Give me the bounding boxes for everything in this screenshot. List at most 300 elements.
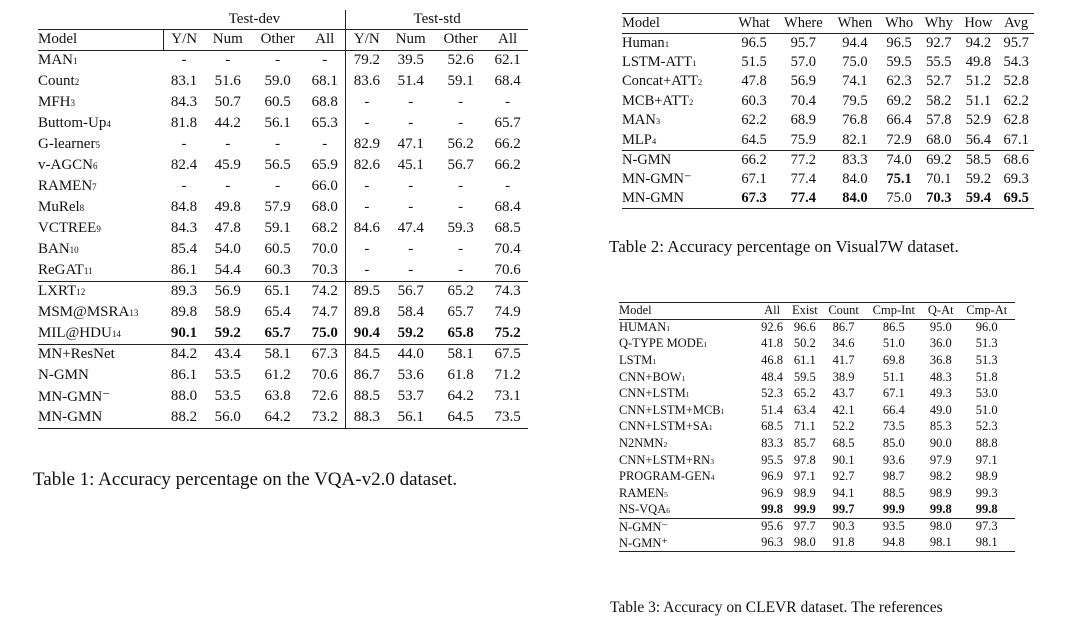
value-cell: 59.2 [397, 324, 424, 341]
model-name: BAN [38, 241, 70, 257]
value-cell: 62.1 [494, 52, 521, 69]
column-header: Exist [787, 303, 822, 320]
model-name: N-GMN [622, 151, 672, 168]
value-cell: 71.1 [793, 419, 816, 434]
value-cell: 70.4 [790, 92, 817, 109]
model-name-cell [622, 72, 732, 92]
value-cell: 59.0 [264, 73, 291, 89]
table-row [38, 365, 528, 386]
value-cell: 70.3 [919, 189, 959, 209]
reference-superscript: 10 [69, 245, 79, 255]
value-cell: 64.5 [434, 407, 487, 428]
value-cell: 75.1 [886, 170, 912, 187]
reference-superscript: 2 [663, 440, 668, 450]
value-cell: 48.4 [761, 369, 783, 384]
column-header: Why [919, 14, 959, 34]
value-cell: 73.5 [882, 419, 905, 434]
model-name-cell [38, 176, 164, 197]
value-cell: 58.4 [397, 304, 424, 320]
value-cell: 74.1 [842, 73, 868, 90]
table-row [622, 72, 1034, 92]
value-cell: - [408, 241, 414, 257]
value-cell: 59.4 [959, 189, 999, 209]
model-name: MCB+ATT [622, 92, 689, 109]
value-cell: 75.0 [842, 53, 868, 70]
table-row [38, 323, 528, 344]
value-cell: 76.8 [842, 112, 868, 129]
table-row [38, 176, 528, 197]
value-cell: 68.2 [304, 218, 346, 239]
value-cell: 39.5 [397, 52, 424, 69]
value-cell: 88.5 [882, 485, 905, 500]
table-row [619, 319, 1015, 336]
value-cell: - [275, 52, 281, 69]
column-header: All [304, 29, 346, 50]
table-2-caption: Table 2: Accuracy percentage on Visual7W dataset. [609, 237, 959, 256]
model-name-cell [38, 386, 164, 407]
value-cell: - [225, 178, 231, 194]
value-cell: 47.8 [741, 73, 767, 90]
value-cell: 74.0 [879, 150, 919, 170]
value-cell: 64.2 [251, 407, 304, 428]
value-cell: 56.7 [447, 157, 474, 173]
value-cell: 62.8 [1003, 112, 1029, 129]
value-cell: 75.9 [790, 131, 817, 148]
column-header: Y/N [346, 29, 388, 50]
table-row [38, 386, 528, 407]
value-cell: 82.9 [353, 136, 380, 152]
value-cell: 75.2 [494, 324, 521, 341]
value-cell: 88.5 [353, 388, 380, 404]
value-cell: 52.2 [832, 419, 855, 434]
model-name-cell [619, 369, 757, 386]
table-row [38, 92, 528, 113]
value-cell: 68.9 [790, 112, 817, 129]
value-cell: 57.0 [790, 53, 817, 70]
model-name-cell [38, 92, 164, 113]
reference-superscript: 6 [93, 161, 98, 171]
value-cell: 52.3 [761, 386, 783, 401]
value-cell: 84.3 [170, 220, 198, 236]
reference-superscript: 5 [664, 489, 668, 499]
value-cell: - [408, 199, 414, 215]
value-cell: 66.4 [886, 112, 912, 129]
value-cell: 62.3 [886, 73, 912, 90]
table-row [619, 402, 1015, 419]
value-cell: 84.0 [842, 170, 868, 187]
value-cell: 54.4 [214, 261, 241, 278]
value-cell: 54.3 [1003, 53, 1029, 70]
reference-superscript: 12 [76, 287, 86, 298]
value-cell: 99.9 [793, 502, 816, 517]
value-cell: 52.3 [975, 419, 998, 434]
value-cell: 62.2 [741, 112, 767, 129]
value-cell: 96.9 [761, 485, 783, 500]
value-cell: - [275, 178, 281, 194]
value-cell: 73.1 [494, 388, 521, 404]
model-name: CNN+LSTM+MCB [619, 402, 721, 417]
value-cell: 56.9 [204, 281, 251, 302]
value-cell: 45.1 [397, 157, 424, 173]
value-cell: 67.5 [487, 344, 528, 365]
value-cell: - [408, 261, 414, 278]
value-cell: 54.0 [214, 241, 241, 257]
value-cell: 84.3 [170, 94, 198, 110]
value-cell: 49.8 [214, 199, 241, 215]
model-name: MN-GMN⁻ [622, 170, 692, 187]
value-cell: - [458, 94, 464, 110]
value-cell: 65.7 [494, 115, 521, 131]
value-cell: 74.7 [304, 302, 346, 323]
value-cell: 70.6 [494, 261, 521, 278]
table-row [38, 239, 528, 260]
value-cell: 85.7 [793, 436, 816, 451]
table-row [38, 134, 528, 155]
value-cell: 89.8 [170, 304, 198, 320]
value-cell: 82.6 [353, 157, 380, 173]
table-row [619, 502, 1015, 519]
value-cell: 58.5 [959, 150, 999, 170]
table-row [619, 485, 1015, 502]
model-name-cell [622, 53, 732, 73]
value-cell: 94.8 [865, 535, 923, 552]
value-cell: 85.4 [170, 241, 198, 257]
model-name-cell [619, 336, 757, 353]
value-cell: 89.3 [164, 281, 205, 302]
value-cell: 97.9 [929, 452, 952, 467]
model-name: MAN [622, 112, 656, 129]
model-name: RAMEN [619, 485, 665, 500]
value-cell: 96.6 [793, 320, 816, 335]
table-row [622, 189, 1034, 209]
reference-superscript: 8 [79, 203, 85, 213]
table-row [619, 518, 1015, 535]
value-cell: 70.1 [926, 170, 952, 187]
value-cell: 61.1 [793, 353, 816, 368]
value-cell: - [505, 178, 511, 194]
table-row [619, 385, 1015, 402]
value-cell: 86.1 [170, 261, 198, 278]
table-row [38, 155, 528, 176]
table-row [38, 281, 528, 302]
value-cell: 68.0 [304, 197, 346, 218]
model-name: Concat+ATT [622, 73, 698, 90]
value-cell: 51.3 [975, 353, 998, 368]
value-cell: 92.7 [926, 34, 952, 51]
value-cell: 58.1 [434, 344, 487, 365]
reference-superscript: 1 [664, 38, 670, 49]
value-cell: 36.0 [929, 336, 952, 351]
value-cell: 51.5 [741, 53, 767, 70]
value-cell: 83.1 [170, 73, 198, 89]
value-cell: 47.8 [214, 220, 241, 236]
value-cell: 52.8 [1003, 73, 1029, 90]
value-cell: - [364, 115, 370, 131]
value-cell: 59.2 [965, 170, 992, 187]
value-cell: 64.5 [741, 131, 767, 148]
value-cell: 58.2 [926, 92, 952, 109]
value-cell: 51.2 [965, 73, 992, 90]
model-name: LXRT [38, 283, 77, 300]
model-name: PROGRAM-GEN [619, 469, 711, 484]
reference-superscript: 9 [96, 224, 101, 234]
value-cell: 88.2 [164, 407, 205, 428]
value-cell: 51.1 [882, 369, 905, 384]
value-cell: 90.1 [832, 452, 855, 467]
model-name: MuRel [38, 199, 80, 215]
table-row [38, 71, 528, 92]
value-cell: - [181, 136, 187, 152]
column-header: Where [776, 14, 830, 34]
value-cell: 51.8 [975, 369, 998, 384]
reference-superscript: 2 [689, 96, 694, 107]
model-name: Count [38, 73, 75, 89]
value-cell: 65.4 [264, 304, 291, 320]
column-header: Y/N [164, 29, 205, 50]
value-cell: 90.3 [823, 518, 865, 535]
value-cell: 68.4 [494, 73, 521, 89]
value-cell: 68.1 [304, 71, 346, 92]
value-cell: 52.6 [447, 52, 474, 69]
value-cell: 53.5 [214, 388, 241, 404]
value-cell: 82.1 [842, 131, 868, 148]
value-cell: 65.7 [264, 324, 291, 341]
reference-superscript: 3 [710, 456, 714, 466]
model-name-cell [38, 50, 164, 71]
value-cell: 60.3 [741, 92, 767, 109]
value-cell: - [408, 115, 414, 131]
value-cell: 88.3 [346, 407, 388, 428]
value-cell: 83.3 [831, 150, 880, 170]
value-cell: - [458, 199, 464, 215]
reference-superscript: 4 [651, 135, 657, 146]
value-cell: 98.1 [923, 535, 958, 552]
value-cell: 95.6 [757, 518, 787, 535]
reference-superscript: 4 [710, 473, 715, 483]
value-cell: 59.1 [264, 220, 291, 236]
value-cell: 57.8 [926, 112, 952, 129]
table-row [622, 131, 1034, 151]
table-row [38, 113, 528, 134]
value-cell: 59.2 [214, 324, 241, 341]
value-cell: 97.1 [793, 469, 816, 484]
value-cell: 67.1 [882, 386, 905, 401]
value-cell: 56.1 [264, 115, 291, 131]
value-cell: 67.1 [1003, 131, 1029, 148]
table-row [622, 92, 1034, 112]
table-row [622, 53, 1034, 73]
value-cell: 68.6 [998, 150, 1034, 170]
reference-superscript: 2 [697, 77, 703, 88]
value-cell: 82.4 [170, 157, 198, 173]
model-name-cell [619, 518, 757, 535]
value-cell: 61.2 [264, 367, 291, 383]
column-header: What [732, 14, 776, 34]
table-row [619, 535, 1015, 552]
reference-superscript: 1 [703, 340, 708, 350]
reference-superscript: 1 [720, 406, 725, 416]
model-name-cell [38, 260, 164, 281]
value-cell: 67.3 [304, 344, 346, 365]
reference-superscript: 4 [106, 119, 111, 129]
value-cell: 98.9 [793, 485, 816, 500]
column-header: Other [251, 29, 304, 50]
value-cell: 74.2 [304, 281, 346, 302]
value-cell: 52.7 [926, 73, 952, 90]
value-cell: 41.7 [832, 353, 855, 368]
model-name: MSM@MSRA [38, 304, 130, 320]
value-cell: 66.4 [882, 402, 905, 417]
value-cell: 75.0 [879, 189, 919, 209]
value-cell: 92.7 [832, 469, 855, 484]
value-cell: 44.0 [387, 344, 434, 365]
value-cell: 58.1 [251, 344, 304, 365]
value-cell: 63.4 [793, 402, 816, 417]
model-name-cell [38, 407, 164, 428]
value-cell: 95.5 [761, 452, 783, 467]
value-cell: 90.1 [170, 324, 198, 341]
model-name: NS-VQA [619, 502, 667, 517]
model-name-cell [619, 435, 757, 452]
value-cell: 67.1 [741, 170, 767, 187]
value-cell: 84.0 [831, 189, 880, 209]
value-cell: - [304, 134, 346, 155]
value-cell: 89.5 [346, 281, 388, 302]
table-row [38, 344, 528, 365]
value-cell: 94.2 [965, 34, 992, 51]
table-1-caption: Table 1: Accuracy percentage on the VQA-v2.0 dataset. [33, 469, 458, 490]
model-name-cell [38, 239, 164, 260]
value-cell: 62.2 [1003, 92, 1029, 109]
value-cell: - [408, 94, 414, 110]
value-cell: 77.2 [776, 150, 830, 170]
reference-superscript: 3 [655, 116, 661, 127]
column-header: When [831, 14, 880, 34]
value-cell: 69.8 [882, 353, 905, 368]
value-cell: 96.9 [761, 469, 783, 484]
reference-superscript: 1 [708, 423, 713, 433]
value-cell: 63.8 [264, 388, 291, 404]
model-name-cell [619, 319, 757, 336]
table-row [38, 302, 528, 323]
value-cell: 98.0 [787, 535, 822, 552]
value-cell: 75.0 [304, 323, 346, 344]
model-name-cell [38, 365, 164, 386]
model-name-cell [619, 535, 757, 552]
reference-superscript: 5 [95, 140, 100, 150]
value-cell: 96.5 [886, 34, 912, 51]
table-row [622, 150, 1034, 170]
value-cell: - [458, 178, 464, 194]
value-cell: 66.0 [304, 176, 346, 197]
group-header: Test-std [413, 10, 461, 27]
column-header: Num [387, 29, 434, 50]
column-header-row [622, 14, 1034, 34]
value-cell: 98.9 [929, 485, 952, 500]
column-header: All [487, 29, 528, 50]
model-name: CNN+LSTM [619, 386, 686, 401]
reference-superscript: 1 [73, 56, 78, 67]
value-cell: 65.2 [434, 281, 487, 302]
column-header: Model [622, 14, 732, 34]
value-cell: 66.2 [732, 150, 776, 170]
model-name: N-GMN⁻ [619, 519, 668, 534]
value-cell: 86.1 [170, 367, 198, 383]
model-name: CNN+BOW [619, 369, 682, 384]
value-cell: 51.0 [975, 402, 998, 417]
value-cell: 49.0 [929, 402, 952, 417]
value-cell: 51.1 [965, 92, 992, 109]
value-cell: 68.0 [926, 131, 952, 148]
model-name: Buttom-Up [38, 115, 107, 131]
value-cell: 68.8 [304, 92, 346, 113]
table-3-caption: Table 3: Accuracy on CLEVR dataset. The references [610, 599, 943, 616]
value-cell: 84.5 [346, 344, 388, 365]
model-name-cell [622, 33, 732, 53]
value-cell: 51.6 [214, 73, 241, 89]
model-name-cell [38, 113, 164, 134]
model-name-cell [622, 150, 732, 170]
model-name: MIL@HDU [38, 324, 112, 341]
model-name: RAMEN [38, 178, 93, 194]
value-cell: 41.8 [761, 336, 783, 351]
reference-superscript: 1 [692, 57, 697, 68]
value-cell: 51.4 [397, 73, 424, 89]
value-cell: 96.0 [975, 320, 998, 335]
table-row [619, 369, 1015, 386]
value-cell: - [364, 241, 370, 257]
value-cell: 59.1 [447, 73, 474, 89]
column-header: Q-At [923, 303, 958, 320]
value-cell: 95.0 [929, 320, 952, 335]
value-cell: - [225, 136, 231, 152]
model-name: N2NMN [619, 436, 664, 451]
value-cell: 47.4 [397, 220, 424, 236]
model-name-cell [38, 71, 164, 92]
value-cell: 65.9 [304, 155, 346, 176]
column-header: Num [204, 29, 251, 50]
reference-superscript: 2 [74, 77, 80, 87]
model-name-cell [38, 197, 164, 218]
value-cell: 48.3 [929, 369, 952, 384]
reference-superscript: 6 [666, 506, 670, 516]
model-name: MN-GMN⁻ [38, 389, 111, 405]
value-cell: - [364, 178, 370, 194]
value-cell: 97.1 [975, 452, 998, 467]
value-cell: 81.8 [170, 115, 198, 131]
table-row [622, 33, 1034, 53]
value-cell: 68.5 [761, 419, 783, 434]
model-name-cell [38, 134, 164, 155]
value-cell: 65.1 [251, 281, 304, 302]
value-cell: 50.7 [214, 94, 241, 110]
value-cell: 86.7 [353, 367, 380, 383]
value-cell: 70.3 [304, 260, 346, 281]
value-cell: 60.5 [264, 94, 291, 110]
reference-superscript: 14 [111, 328, 121, 339]
value-cell: - [408, 178, 414, 194]
model-name-cell [619, 402, 757, 419]
value-cell: - [505, 94, 511, 110]
value-cell: - [275, 136, 281, 152]
table-row [38, 218, 528, 239]
value-cell: 66.2 [494, 136, 521, 152]
value-cell: 51.4 [761, 402, 783, 417]
model-name-cell [619, 485, 757, 502]
value-cell: 45.9 [214, 157, 241, 173]
value-cell: 72.9 [886, 131, 912, 148]
value-cell: 94.1 [832, 485, 855, 500]
